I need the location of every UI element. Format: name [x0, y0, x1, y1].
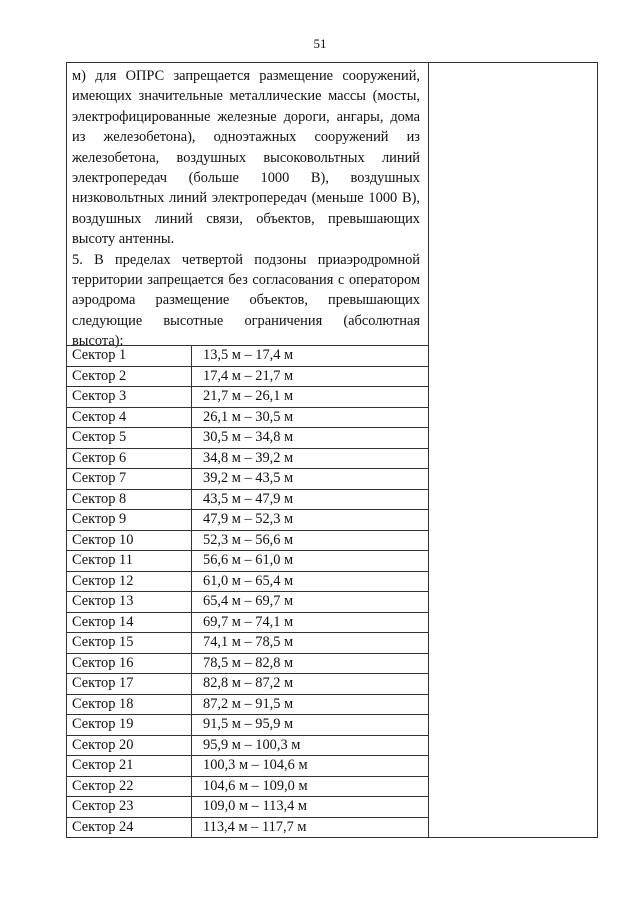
- height-range-cell: 65,4 м – 69,7 м: [192, 592, 430, 613]
- sector-name-cell: Сектор 6: [66, 448, 192, 469]
- sector-name-cell: Сектор 3: [66, 387, 192, 408]
- sector-name-cell: Сектор 1: [66, 346, 192, 367]
- text-block: [72, 66, 420, 352]
- sector-name-cell: Сектор 18: [66, 694, 192, 715]
- sector-name-cell: Сектор 9: [66, 510, 192, 531]
- sector-name-cell: Сектор 22: [66, 776, 192, 797]
- sector-name-cell: Сектор 11: [66, 551, 192, 572]
- table-row: [66, 735, 429, 756]
- paragraph-5: 5. В пределах четвертой подзоны приаэродромной территории запрещается без согласования с оператором аэродрома размещение объектов, превышающих следующие высотные ограничения (абсолютная высота):: [72, 251, 420, 350]
- table-row: [66, 530, 429, 551]
- height-range-cell: 13,5 м – 17,4 м: [192, 346, 430, 367]
- sector-name-cell: Сектор 15: [66, 633, 192, 654]
- table-row: [66, 571, 429, 592]
- height-range-cell: 109,0 м – 113,4 м: [192, 797, 430, 818]
- table-row: [66, 489, 429, 510]
- table-row: [66, 653, 429, 674]
- table-row: [66, 592, 429, 613]
- table-row: [66, 469, 429, 490]
- table-row: [66, 756, 429, 777]
- height-range-cell: 56,6 м – 61,0 м: [192, 551, 430, 572]
- sector-name-cell: Сектор 20: [66, 735, 192, 756]
- table-row: [66, 715, 429, 736]
- height-range-cell: 43,5 м – 47,9 м: [192, 489, 430, 510]
- sector-name-cell: Сектор 17: [66, 674, 192, 695]
- sector-name-cell: Сектор 24: [66, 817, 192, 837]
- height-range-cell: 17,4 м – 21,7 м: [192, 366, 430, 387]
- height-range-cell: 52,3 м – 56,6 м: [192, 530, 430, 551]
- table-row: [66, 551, 429, 572]
- sector-name-cell: Сектор 13: [66, 592, 192, 613]
- page-number: 51: [313, 36, 327, 51]
- sector-height-table: [66, 345, 429, 837]
- table-row: [66, 694, 429, 715]
- height-range-cell: 74,1 м – 78,5 м: [192, 633, 430, 654]
- sector-name-cell: Сектор 12: [66, 571, 192, 592]
- height-range-cell: 34,8 м – 39,2 м: [192, 448, 430, 469]
- sector-name-cell: Сектор 5: [66, 428, 192, 449]
- sector-name-cell: Сектор 2: [66, 366, 192, 387]
- table-row: [66, 817, 429, 837]
- table-row: [66, 674, 429, 695]
- table-row: [66, 510, 429, 531]
- height-range-cell: 113,4 м – 117,7 м: [192, 817, 430, 837]
- table-row: [66, 428, 429, 449]
- height-range-cell: 61,0 м – 65,4 м: [192, 571, 430, 592]
- paragraph-m: м) для ОПРС запрещается размещение сооружений, имеющих значительные металлические массы (мосты, электрофицированные железные дороги, ангары, дома из железобетона), одноэтажных сооружений из железобетона, воздушных высоковольтных линий электропередач (больше 1000 В), воздушных низковольтных линий электропередач (меньше 1000 В), воздушных линий связи, объектов, превышающих высоту антенны.: [72, 68, 420, 248]
- height-range-cell: 39,2 м – 43,5 м: [192, 469, 430, 490]
- table-row: [66, 776, 429, 797]
- table-row: [66, 366, 429, 387]
- height-range-cell: 78,5 м – 82,8 м: [192, 653, 430, 674]
- table-row: [66, 448, 429, 469]
- height-range-cell: 21,7 м – 26,1 м: [192, 387, 430, 408]
- sector-name-cell: Сектор 10: [66, 530, 192, 551]
- height-range-cell: 104,6 м – 109,0 м: [192, 776, 430, 797]
- sector-name-cell: Сектор 23: [66, 797, 192, 818]
- height-range-cell: 91,5 м – 95,9 м: [192, 715, 430, 736]
- height-range-cell: 69,7 м – 74,1 м: [192, 612, 430, 633]
- table-row: [66, 797, 429, 818]
- sector-name-cell: Сектор 19: [66, 715, 192, 736]
- sector-name-cell: Сектор 8: [66, 489, 192, 510]
- height-range-cell: 100,3 м – 104,6 м: [192, 756, 430, 777]
- height-range-cell: 47,9 м – 52,3 м: [192, 510, 430, 531]
- sector-name-cell: Сектор 16: [66, 653, 192, 674]
- sector-name-cell: Сектор 21: [66, 756, 192, 777]
- height-range-cell: 95,9 м – 100,3 м: [192, 735, 430, 756]
- table-row: [66, 633, 429, 654]
- sector-name-cell: Сектор 14: [66, 612, 192, 633]
- table-row: [66, 612, 429, 633]
- sector-name-cell: Сектор 7: [66, 469, 192, 490]
- table-row: [66, 407, 429, 428]
- height-range-cell: 30,5 м – 34,8 м: [192, 428, 430, 449]
- height-range-cell: 87,2 м – 91,5 м: [192, 694, 430, 715]
- table-row: [66, 346, 429, 367]
- table-row: [66, 387, 429, 408]
- height-range-cell: 26,1 м – 30,5 м: [192, 407, 430, 428]
- sector-name-cell: Сектор 4: [66, 407, 192, 428]
- height-range-cell: 82,8 м – 87,2 м: [192, 674, 430, 695]
